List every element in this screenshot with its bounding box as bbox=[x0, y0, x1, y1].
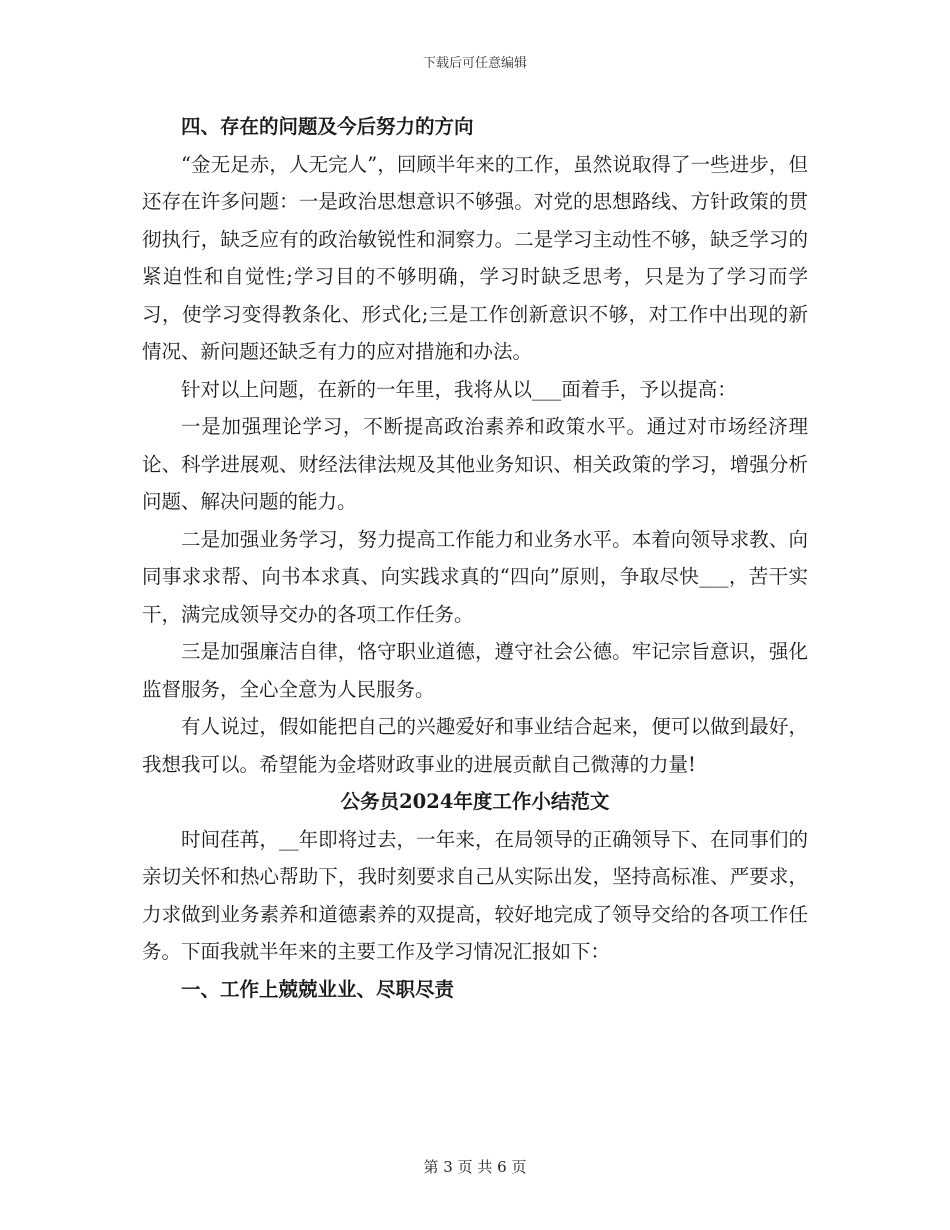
paragraph: 时间荏苒，__年即将过去，一年来，在局领导的正确领导下、在同事们的亲切关怀和热心帮助下，我时刻要求自己从实际出发，坚持高标准、严要求，力求做到业务素养和道德素养的双提高，较好地完成了领导交给的各项工作任务。下面我就半年来的主要工作及学习情况汇报如下： bbox=[142, 827, 808, 963]
page-footer: 第 3 页 共 6 页 bbox=[423, 1158, 527, 1176]
document-body bbox=[142, 108, 808, 1008]
paragraph: 二是加强业务学习，努力提高工作能力和业务水平。本着向领导求教、向同事求求帮、向书本求真、向实践求真的“四向”原则，争取尽快___，苦干实干，满完成领导交办的各项工作任务。 bbox=[142, 527, 808, 626]
paragraph: 三是加强廉洁自律，恪守职业道德，遵守社会公德。牢记宗旨意识，强化监督服务，全心全意为人民服务。 bbox=[142, 640, 808, 701]
paragraph: “金无足赤，人无完人”，回顾半年来的工作，虽然说取得了一些进步，但还存在许多问题：一是政治思想意识不够强。对党的思想路线、方针政策的贯彻执行，缺乏应有的政治敏锐性和洞察力。二是学习主动性不够，缺乏学习的紧迫性和自觉性;学习目的不够明确，学习时缺乏思考，只是为了学习而学习，使学习变得教条化、形式化;三是工作创新意识不够，对工作中出现的新情况、新问题还缺乏有力的应对措施和办法。 bbox=[142, 152, 808, 363]
paragraph: 针对以上问题，在新的一年里，我将从以___面着手，予以提高： bbox=[181, 377, 737, 401]
paragraph: 有人说过，假如能把自己的兴趣爱好和事业结合起来，便可以做到最好，我想我可以。希望能为金塔财政事业的进展贡献自己微薄的力量! bbox=[142, 715, 808, 776]
article-title: 公务员2024年度工作小结范文 bbox=[340, 790, 610, 813]
section-heading: 一、工作上兢兢业业、尽职尽责 bbox=[181, 977, 455, 1001]
section-heading: 四、存在的问题及今后努力的方向 bbox=[181, 115, 474, 138]
page-header: 下载后可任意编辑 bbox=[422, 56, 527, 71]
paragraph: 一是加强理论学习，不断提高政治素养和政策水平。通过对市场经济理论、科学进展观、财经法律法规及其他业务知识、相关政策的学习，增强分析问题、解决问题的能力。 bbox=[142, 415, 808, 513]
